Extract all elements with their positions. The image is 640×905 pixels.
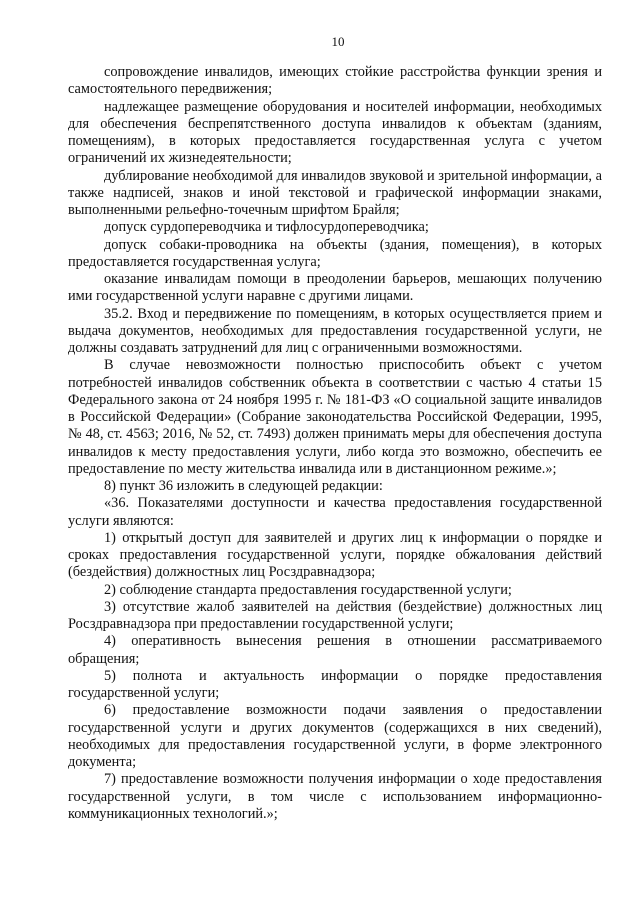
paragraph: 6) предоставление возможности подачи заявления о предоставлении государственной услуги и других документов (содержащихся в них сведений), необходимых для предоставления государственной услуги, в форме электронного документа; — [68, 702, 602, 770]
paragraph: оказание инвалидам помощи в преодолении барьеров, мешающих получению ими государственной услуги наравне с другими лицами. — [68, 271, 602, 305]
paragraph: 4) оперативность вынесения решения в отношении рассматриваемого обращения; — [68, 633, 602, 667]
paragraph: В случае невозможности полностью приспособить объект с учетом потребностей инвалидов собственник объекта в соответствии с частью 4 статьи 15 Федерального закона от 24 ноября 1995 г. № 181-ФЗ «О социальной защите инвалидов в Российской Федерации» (Собрание законодательства Российской Федерации, 1995, № 48, ст. 4563; 2016, № 52, ст. 7493) должен принимать меры для обеспечения доступа инвалидов к месту предоставления услуги, либо когда это возможно, обеспечить ее предоставление по месту жительства инвалида или в дистанционном режиме.»; — [68, 357, 602, 477]
paragraph: 3) отсутствие жалоб заявителей на действия (бездействие) должностных лиц Росздравнадзора при предоставлении государственной услуги; — [68, 598, 602, 632]
paragraph: «36. Показателями доступности и качества предоставления государственной услуги являются: — [68, 495, 602, 529]
paragraph: 5) полнота и актуальность информации о порядке предоставления государственной услуги; — [68, 667, 602, 701]
paragraph: дублирование необходимой для инвалидов звуковой и зрительной информации, а также надписей, знаков и иной текстовой и графической информации знаками, выполненными рельефно-точечным шрифтом Брайля; — [68, 167, 602, 218]
paragraph: допуск сурдопереводчика и тифлосурдопереводчика; — [104, 219, 429, 236]
paragraph: 1) открытый доступ для заявителей и других лиц к информации о порядке и сроках предоставления государственной услуги, порядке обжалования действий (бездействия) должностных лиц Росздравнадзора; — [68, 529, 602, 581]
page-number: 10 — [331, 34, 345, 49]
paragraph: 35.2. Вход и передвижение по помещениям, в которых осуществляется прием и выдача документов, необходимых для предоставления государственной услуги, не должны создавать затруднений для лиц с ограниченными возможностями. — [68, 305, 602, 356]
paragraph: надлежащее размещение оборудования и носителей информации, необходимых для обеспечения беспрепятственного доступа инвалидов к объектам (зданиям, помещениям), в которых предоставляется государственная услуга с учетом ограничений их жизнедеятельности; — [68, 98, 602, 167]
paragraph: допуск собаки-проводника на объекты (здания, помещения), в которых предоставляется государственная услуга; — [68, 236, 602, 270]
paragraph: 8) пункт 36 изложить в следующей редакции: — [104, 478, 383, 494]
paragraph: 7) предоставление возможности получения информации о ходе предоставления государственной услуги, в том числе с использованием информационно-коммуникационных технологий.»; — [68, 771, 602, 822]
paragraph: сопровождение инвалидов, имеющих стойкие расстройства функции зрения и самостоятельного передвижения; — [68, 64, 602, 98]
paragraph: 2) соблюдение стандарта предоставления государственной услуги; — [104, 581, 512, 598]
document-body — [68, 64, 602, 823]
